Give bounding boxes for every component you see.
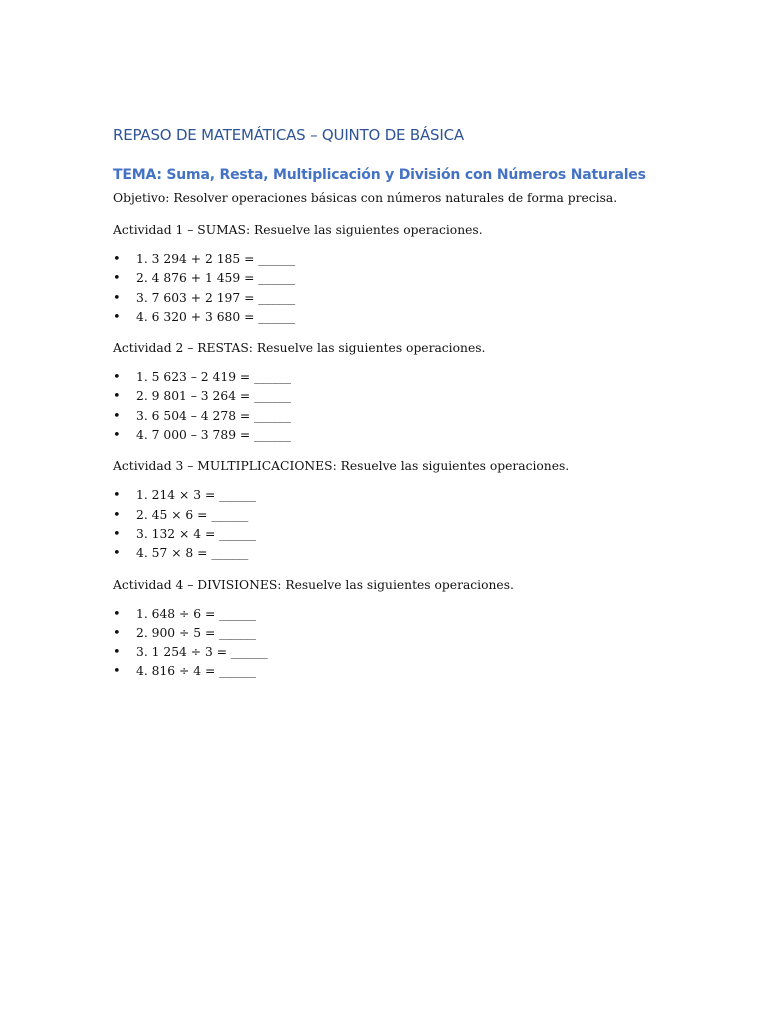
operation-list [113, 368, 713, 445]
activity-4 [113, 575, 713, 682]
operation-text: 4. 6 320 + 3 680 = ______ [136, 309, 296, 324]
list-item [113, 486, 713, 505]
bullet-icon: • [113, 664, 121, 680]
list-item [113, 525, 713, 544]
list-item [113, 368, 713, 387]
operation-list [113, 605, 713, 682]
operation-text: 1. 5 623 – 2 419 = ______ [136, 370, 292, 385]
operation-text: 2. 45 × 6 = ______ [136, 507, 249, 522]
activity-2 [113, 338, 713, 445]
list-item [113, 605, 713, 624]
list-item [113, 407, 713, 426]
bullet-icon: • [113, 271, 121, 287]
document-title: REPASO DE MATEMÁTICAS – QUINTO DE BÁSICA [113, 126, 464, 144]
activity-title: Actividad 4 – DIVISIONES: Resuelve las siguientes operaciones. [113, 577, 514, 592]
bullet-icon: • [113, 290, 121, 306]
list-item [113, 308, 713, 327]
bullet-icon: • [113, 606, 121, 622]
operation-list [113, 486, 713, 563]
operation-text: 3. 7 603 + 2 197 = ______ [136, 290, 296, 305]
bullet-icon: • [113, 645, 121, 661]
list-item [113, 662, 713, 681]
bullet-icon: • [113, 370, 121, 386]
list-item [113, 643, 713, 662]
operation-text: 3. 6 504 – 4 278 = ______ [136, 408, 292, 423]
bullet-icon: • [113, 507, 121, 523]
activity-title: Actividad 3 – MULTIPLICACIONES: Resuelve las siguientes operaciones. [113, 459, 570, 474]
activity-1 [113, 220, 713, 327]
bullet-icon: • [113, 488, 121, 504]
operation-text: 2. 9 801 – 3 264 = ______ [136, 389, 292, 404]
operation-text: 4. 57 × 8 = ______ [136, 546, 249, 561]
list-item [113, 387, 713, 406]
bullet-icon: • [113, 408, 121, 424]
operation-text: 2. 4 876 + 1 459 = ______ [136, 271, 296, 286]
operation-text: 2. 900 ÷ 5 = ______ [136, 625, 257, 640]
list-item [113, 426, 713, 445]
list-item [113, 250, 713, 269]
operation-text: 4. 7 000 – 3 789 = ______ [136, 428, 292, 443]
topic-heading: TEMA: Suma, Resta, Multiplicación y División con Números Naturales [113, 167, 646, 183]
list-item [113, 506, 713, 525]
bullet-icon: • [113, 526, 121, 542]
list-item [113, 269, 713, 288]
bullet-icon: • [113, 546, 121, 562]
activity-title: Actividad 1 – SUMAS: Resuelve las siguientes operaciones. [113, 223, 483, 237]
bullet-icon: • [113, 625, 121, 641]
document-page [113, 124, 713, 693]
operation-text: 1. 3 294 + 2 185 = ______ [136, 252, 296, 266]
operation-text: 3. 1 254 ÷ 3 = ______ [136, 645, 268, 660]
operation-text: 1. 648 ÷ 6 = ______ [136, 606, 257, 621]
list-item [113, 544, 713, 563]
list-item [113, 289, 713, 308]
operation-list [113, 250, 713, 327]
bullet-icon: • [113, 252, 121, 267]
activity-3 [113, 456, 713, 563]
list-item [113, 624, 713, 643]
bullet-icon: • [113, 428, 121, 444]
bullet-icon: • [113, 389, 121, 405]
operation-text: 4. 816 ÷ 4 = ______ [136, 664, 257, 679]
objective-text: Objetivo: Resolver operaciones básicas con números naturales de forma precisa. [113, 191, 618, 205]
operation-text: 1. 214 × 3 = ______ [136, 488, 257, 503]
activity-title: Actividad 2 – RESTAS: Resuelve las siguientes operaciones. [113, 341, 486, 356]
bullet-icon: • [113, 309, 121, 325]
operation-text: 3. 132 × 4 = ______ [136, 526, 257, 541]
